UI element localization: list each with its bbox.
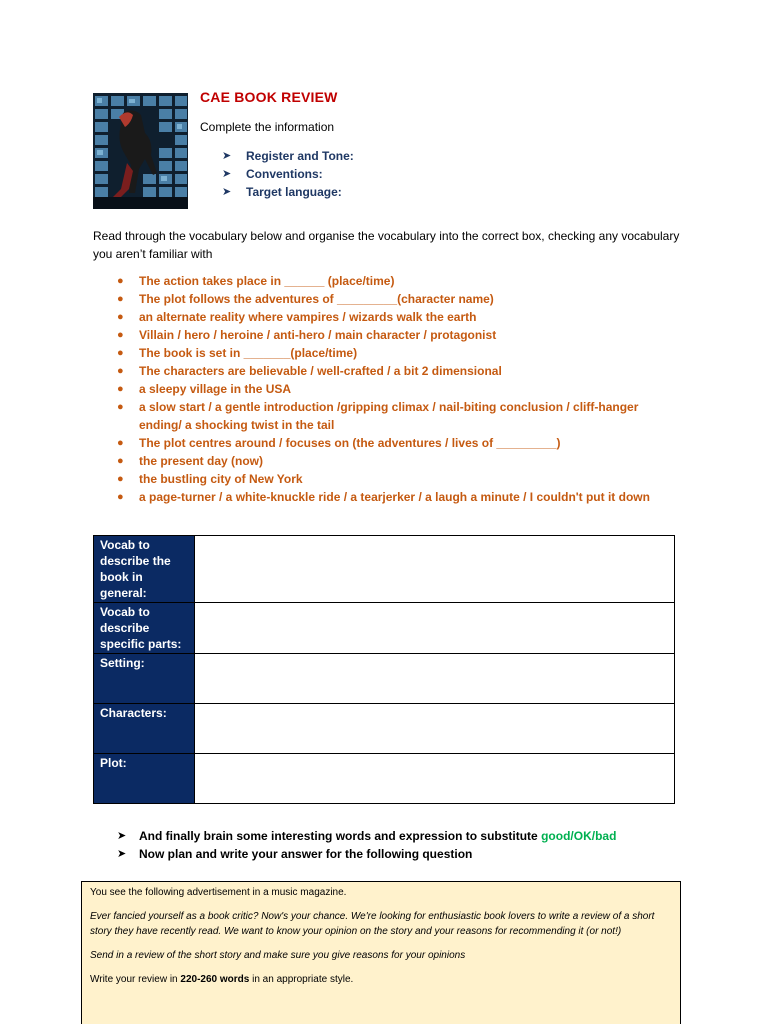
arrowhead-bullet-icon: ➤ [222, 150, 232, 162]
row-label: Vocab to describe specific parts: [94, 603, 195, 654]
final-instructions [117, 827, 616, 863]
round-bullet-icon: ● [117, 347, 124, 359]
vocab-item [113, 362, 683, 380]
arrowhead-bullet-icon: ➤ [222, 168, 232, 180]
instructions-paragraph: Read through the vocabulary below and organise the vocabulary into the correct box, checking any vocabulary you aren’t familiar with [93, 229, 680, 261]
table-row [94, 603, 675, 654]
vocab-item [113, 452, 683, 470]
vocab-item-text: a sleepy village in the USA [139, 382, 292, 396]
answer-cell[interactable] [195, 536, 675, 603]
page-title: CAE BOOK REVIEW [200, 89, 338, 105]
row-label: Setting: [94, 654, 195, 704]
round-bullet-icon: ● [117, 491, 124, 503]
vocab-item [113, 380, 683, 398]
round-bullet-icon: ● [117, 455, 124, 467]
page-subtitle: Complete the information [200, 120, 335, 134]
highlighted-words: good/OK/bad [541, 829, 617, 843]
advertisement-box [81, 881, 681, 1024]
vocab-item [113, 326, 683, 344]
round-bullet-icon: ● [117, 311, 124, 323]
round-bullet-icon: ● [117, 437, 124, 449]
final-item-text: And finally brain some interesting words and expression to substitute [139, 829, 542, 843]
row-label: Vocab to describe the book in general: [94, 536, 195, 603]
vocab-item-text: the present day (now) [139, 454, 264, 468]
round-bullet-icon: ● [117, 401, 124, 413]
book-cover-image [93, 93, 188, 209]
table-row [94, 704, 675, 754]
advert-intro: You see the following advertisement in a music magazine. [90, 887, 347, 898]
vocab-item-text: The plot follows the adventures of _________(character name) [139, 292, 494, 306]
answer-cell[interactable] [195, 603, 675, 654]
row-label: Characters: [94, 704, 195, 754]
answer-cell[interactable] [195, 754, 675, 804]
round-bullet-icon: ● [117, 365, 124, 377]
vocab-item-text: The characters are believable / well-crafted / a bit 2 dimensional [139, 364, 502, 378]
row-label: Plot: [94, 754, 195, 804]
table-row [94, 536, 675, 603]
task-item-label: Conventions: [246, 167, 323, 181]
answer-cell[interactable] [195, 704, 675, 754]
vocab-item [113, 470, 683, 488]
arrowhead-bullet-icon: ➤ [222, 186, 232, 198]
round-bullet-icon: ● [117, 329, 124, 341]
arrowhead-bullet-icon: ➤ [117, 830, 127, 842]
vocab-item-text: a page-turner / a white-knuckle ride / a tearjerker / a laugh a minute / I couldn't put it down [139, 490, 650, 504]
task-list [222, 147, 354, 201]
vocab-item [113, 272, 683, 290]
vocab-item-text: The action takes place in ______ (place/time) [139, 274, 395, 288]
table-row [94, 754, 675, 804]
sorting-table [93, 535, 675, 804]
vocab-item [113, 344, 683, 362]
task-item-label: Register and Tone: [246, 149, 354, 163]
vocab-item [113, 434, 683, 452]
vocab-item-text: Villain / hero / heroine / anti-hero / main character / protagonist [139, 328, 497, 342]
round-bullet-icon: ● [117, 383, 124, 395]
table-row [94, 654, 675, 704]
answer-cell[interactable] [195, 654, 675, 704]
vocab-item-text: a slow start / a gentle introduction /gripping climax / nail-biting conclusion / cliff-hanger ending/ a shocking twist in the tail [139, 400, 639, 432]
word-count: 220-260 words [180, 974, 250, 985]
vocab-item [113, 308, 683, 326]
task-item [222, 147, 354, 165]
final-item [117, 845, 616, 863]
final-item-text: Now plan and write your answer for the following question [139, 847, 473, 861]
advert-instruction-suffix: in an appropriate style. [249, 974, 354, 985]
vocab-item [113, 290, 683, 308]
vocab-item-text: an alternate reality where vampires / wizards walk the earth [139, 310, 477, 324]
advert-note: Send in a review of the short story and make sure you give reasons for your opinions [90, 950, 466, 961]
task-item [222, 183, 354, 201]
round-bullet-icon: ● [117, 293, 124, 305]
task-item [222, 165, 354, 183]
advert-instruction [90, 972, 672, 987]
arrowhead-bullet-icon: ➤ [117, 848, 127, 860]
final-item [117, 827, 616, 845]
vocab-item-text: The plot centres around / focuses on (the adventures / lives of _________) [139, 436, 561, 450]
vocab-item [113, 488, 683, 506]
round-bullet-icon: ● [117, 275, 124, 287]
vocab-item-text: the bustling city of New York [139, 472, 303, 486]
vocabulary-list [113, 272, 683, 506]
vocab-item [113, 398, 683, 434]
vocab-item-text: The book is set in _______(place/time) [139, 346, 358, 360]
advert-body: Ever fancied yourself as a book critic? Now's your chance. We're looking for enthusiastic book lovers to write a review of a short story they have recently read. We want to know your opinion on the story and your reasons for recommending it (or not!) [90, 911, 655, 937]
round-bullet-icon: ● [117, 473, 124, 485]
advert-instruction-prefix: Write your review in [90, 974, 181, 985]
task-item-label: Target language: [246, 185, 342, 199]
